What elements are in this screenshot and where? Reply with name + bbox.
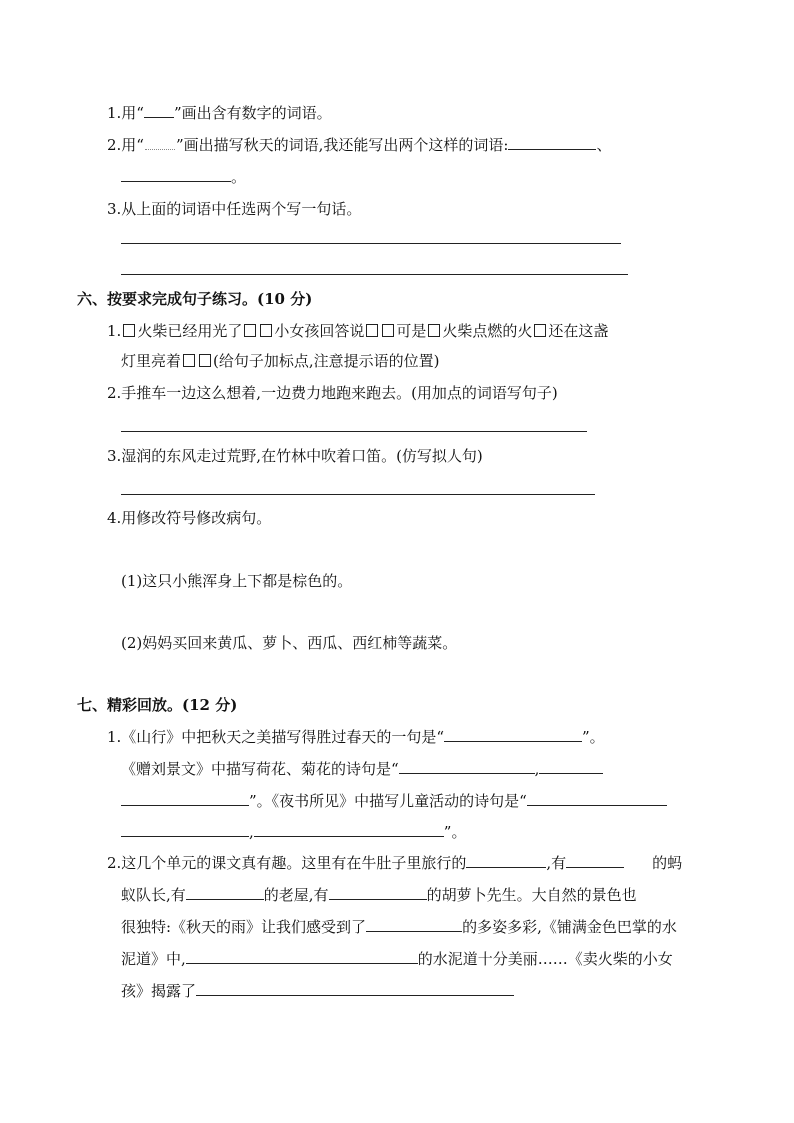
answer-blank[interactable] (466, 853, 546, 868)
s6-q2: 2.手推车一边这么想着,一边费力地跑来跑去。(用加点的词语写句子) (107, 384, 558, 402)
section7-title: 七、精彩回放。(12 分) (77, 696, 238, 714)
answer-line[interactable] (121, 431, 587, 432)
s6-q4: 4.用修改符号修改病句。 (107, 509, 272, 527)
answer-blank[interactable] (444, 727, 582, 742)
punct-box[interactable] (199, 354, 211, 367)
s7-q2-l2: 蚁队长,有 的老屋,有 的胡萝卜先生。大自然的景色也 (121, 886, 637, 904)
s7-q2-l3: 很独特:《秋天的雨》让我们感受到了 的多姿多彩,《铺满金色巴掌的水 (121, 918, 677, 936)
s5-q2-cont: 。 (121, 167, 246, 187)
answer-blank[interactable] (539, 759, 603, 774)
answer-blank[interactable] (254, 822, 444, 837)
punct-box[interactable] (382, 324, 394, 337)
answer-line[interactable] (121, 274, 628, 275)
answer-blank[interactable] (121, 791, 249, 806)
answer-blank[interactable] (121, 167, 231, 182)
s6-q1: 1. 火柴已经用光了 小女孩回答说 可是 火柴点燃的火 还在这盏 (107, 322, 609, 340)
answer-blank[interactable] (399, 759, 535, 774)
answer-blank[interactable] (527, 791, 667, 806)
section6-title: 六、按要求完成句子练习。(10 分) (77, 290, 313, 308)
s7-q2-l1: 2.这几个单元的课文真有趣。这里有在牛肚子里旅行的 ,有 的蚂 (107, 854, 683, 872)
answer-blank[interactable] (508, 135, 596, 150)
s6-q4-1: (1)这只小熊浑身上下都是棕色的。 (121, 572, 353, 590)
answer-blank[interactable] (366, 917, 462, 932)
answer-blank[interactable] (144, 103, 174, 118)
s6-q3: 3.湿润的东风走过荒野,在竹林中吹着口笛。(仿写拟人句) (107, 447, 483, 465)
s7-q1-l2: 《赠刘景文》中描写荷花、菊花的诗句是“ , (121, 759, 603, 779)
s6-q1-cont: 灯里亮着 (给句子加标点,注意提示语的位置) (121, 352, 440, 370)
s7-q1-l3: ”。《夜书所见》中描写儿童活动的诗句是“ (121, 791, 667, 811)
s5-q1: 1.用“ ”画出含有数字的词语。 (107, 104, 332, 122)
answer-line[interactable] (121, 243, 621, 244)
wavy-line-icon (145, 139, 175, 150)
s5-q2: 2.用“ ”画出描写秋天的词语,我还能写出两个这样的词语: 、 (107, 136, 612, 154)
punct-box[interactable] (123, 324, 135, 337)
punct-box[interactable] (534, 324, 546, 337)
answer-blank[interactable] (186, 885, 264, 900)
punct-box[interactable] (183, 354, 195, 367)
s7-q1-l1: 1.《山行》中把秋天之美描写得胜过春天的一句是“ ”。 (107, 728, 605, 746)
answer-blank[interactable] (196, 981, 514, 996)
s6-q4-2: (2)妈妈买回来黄瓜、萝卜、西瓜、西红柿等蔬菜。 (121, 634, 458, 652)
answer-blank[interactable] (329, 885, 427, 900)
answer-blank[interactable] (566, 853, 624, 868)
punct-box[interactable] (428, 324, 440, 337)
s7-q2-l5: 孩》揭露了 (121, 981, 514, 1001)
punct-box[interactable] (244, 324, 256, 337)
s7-q1-l4: , ”。 (121, 822, 466, 842)
s7-q2-l4: 泥道》中, 的水泥道十分美丽……《卖火柴的小女 (121, 950, 673, 968)
punct-box[interactable] (260, 324, 272, 337)
answer-line[interactable] (121, 494, 595, 495)
s5-q3: 3.从上面的词语中任选两个写一句话。 (107, 200, 362, 218)
punct-box[interactable] (366, 324, 378, 337)
answer-blank[interactable] (186, 949, 418, 964)
answer-blank[interactable] (121, 822, 249, 837)
